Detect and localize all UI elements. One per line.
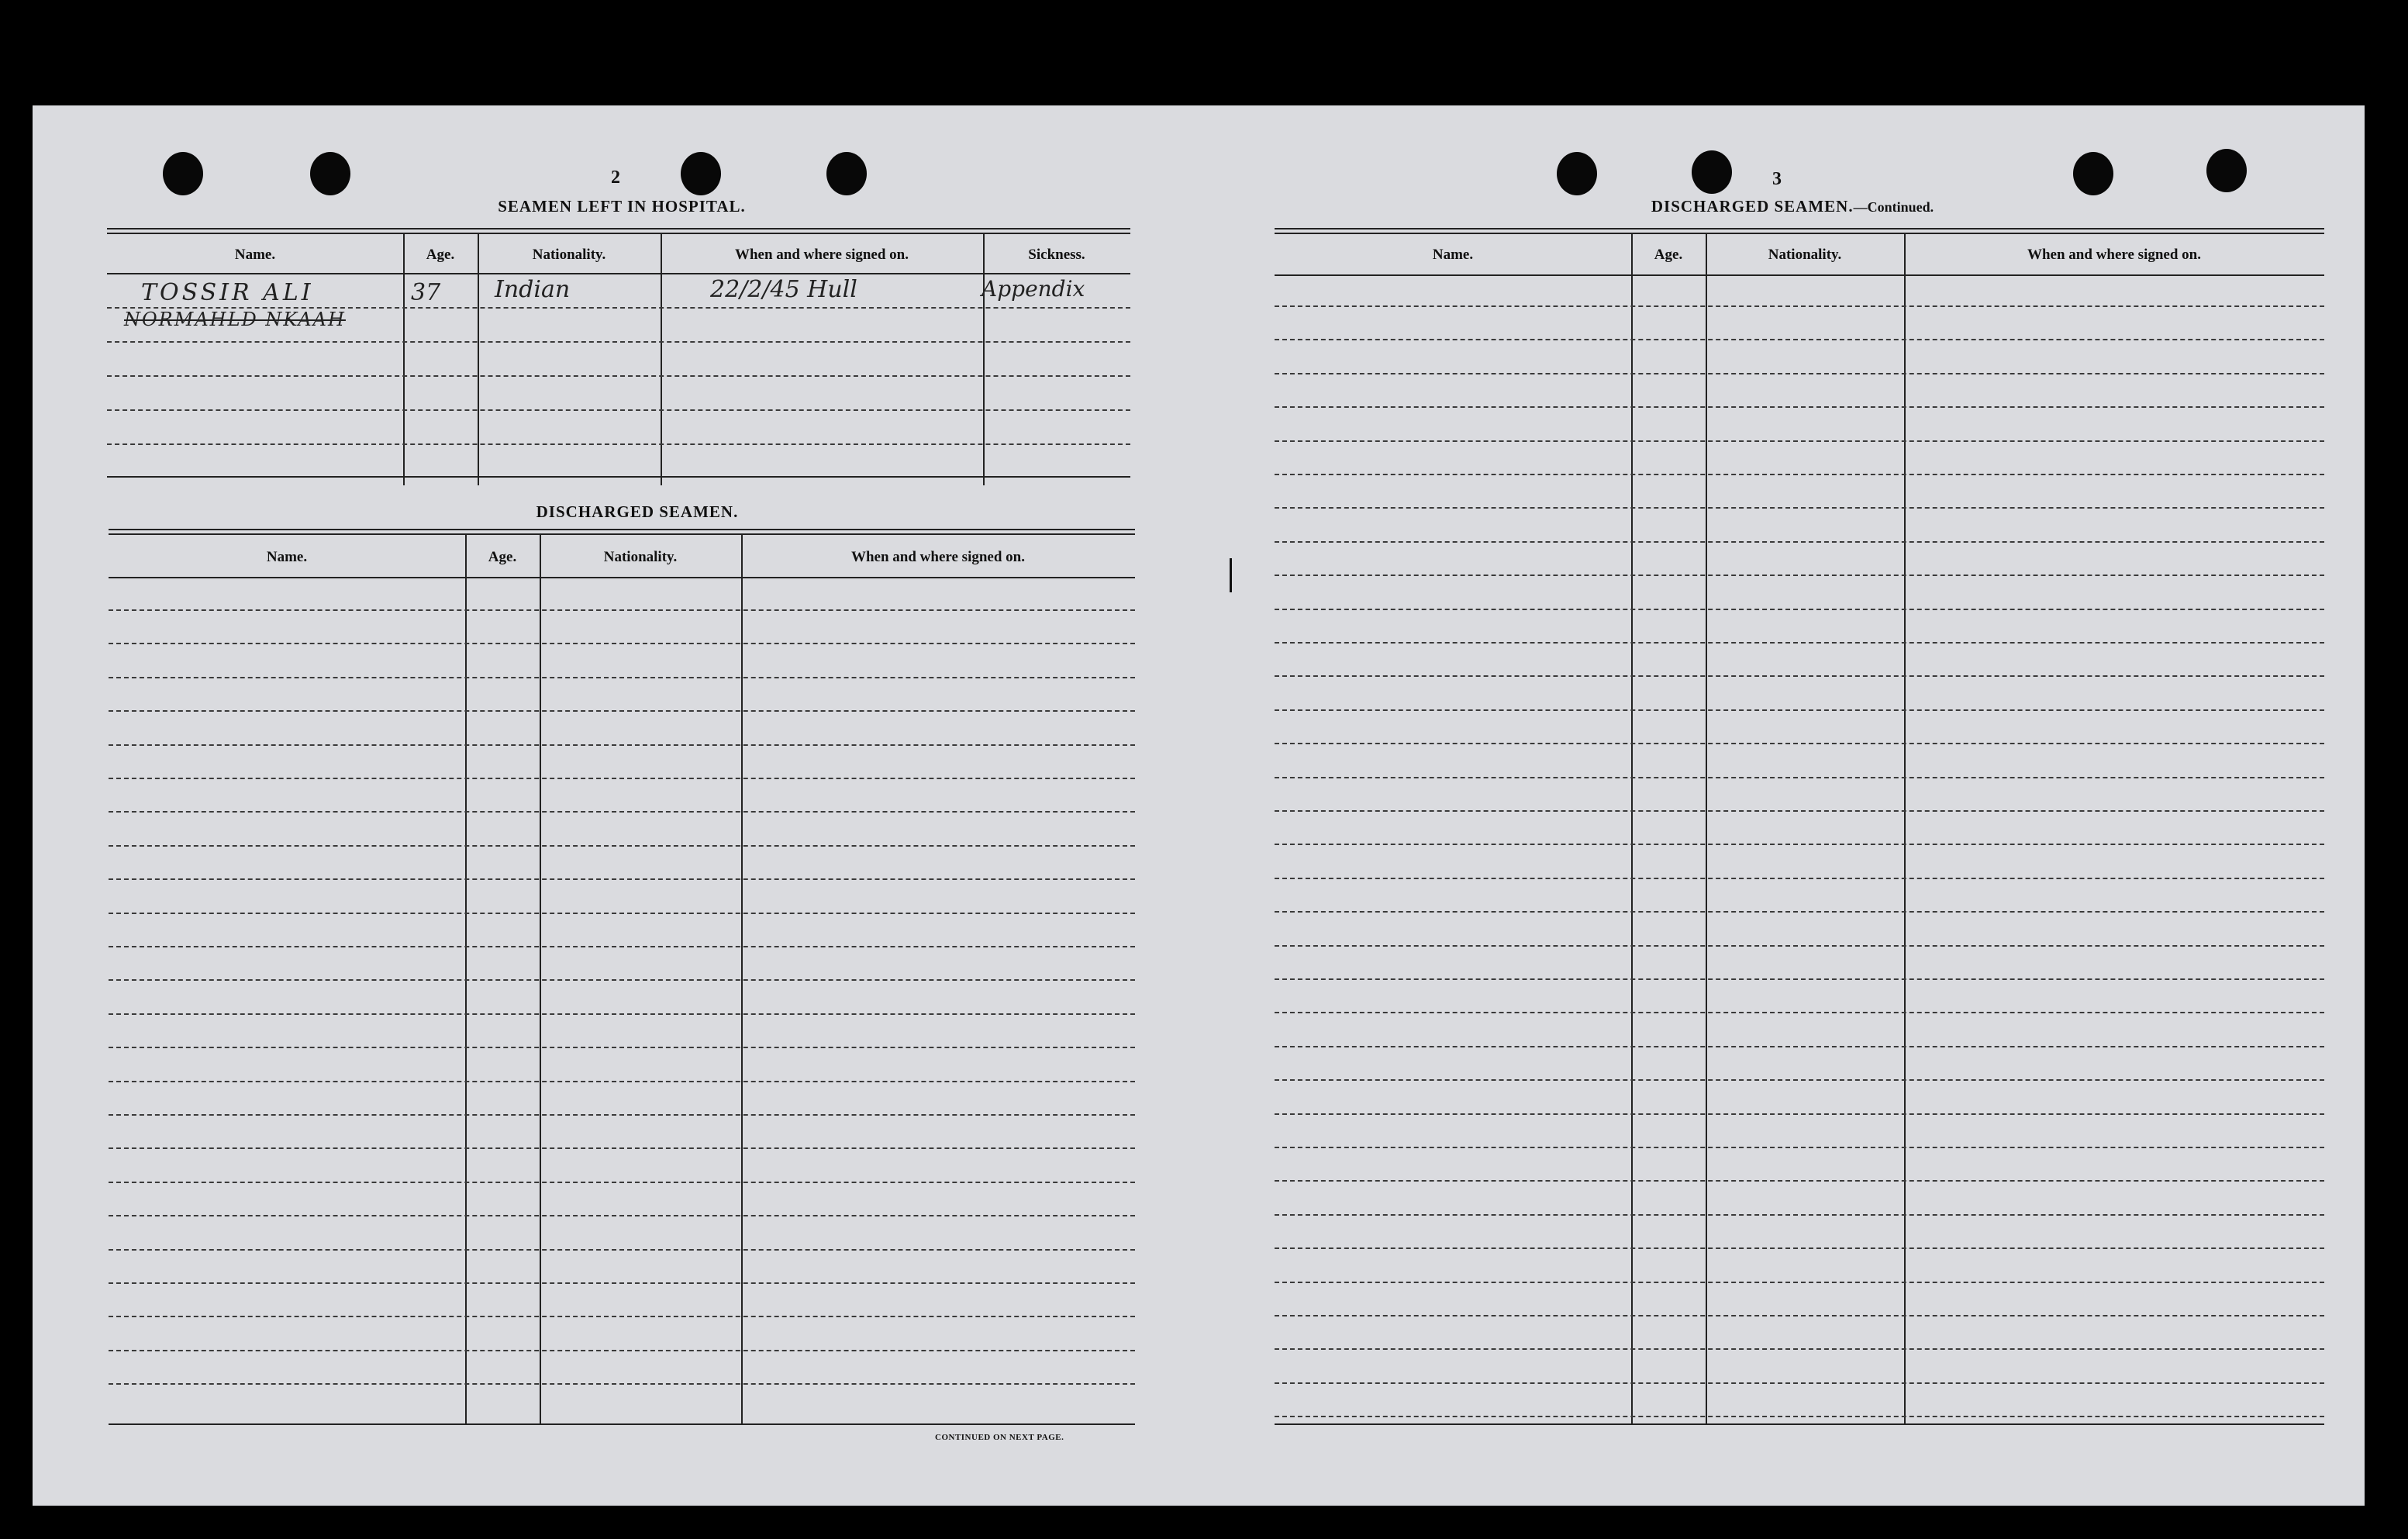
ruled-line xyxy=(109,609,1135,611)
punch-hole xyxy=(2206,149,2247,192)
ruled-line xyxy=(107,409,1130,411)
ruled-line xyxy=(1275,911,2324,913)
ruled-line xyxy=(1275,1046,2324,1047)
ruled-line xyxy=(109,979,1135,981)
ruled-line xyxy=(1275,675,2324,677)
ruled-line xyxy=(109,811,1135,813)
ruled-line xyxy=(1275,844,2324,845)
page-number-right: 3 xyxy=(1772,169,1782,189)
hospital-table xyxy=(107,228,1130,490)
ruled-line xyxy=(1275,1180,2324,1182)
ruled-line xyxy=(1275,945,2324,947)
column-header-age: Age. xyxy=(488,549,517,565)
ruled-line xyxy=(1275,978,2324,980)
ruled-line xyxy=(109,878,1135,880)
page-number-left: 2 xyxy=(611,167,620,188)
handwritten-age: 37 xyxy=(411,279,441,306)
ruled-line xyxy=(107,341,1130,343)
ruled-line xyxy=(109,1047,1135,1048)
ruled-line xyxy=(1275,1214,2324,1216)
column-header-nationality: Nationality. xyxy=(603,549,678,565)
ruled-line xyxy=(109,913,1135,914)
column-header-signed-on: When and where signed on. xyxy=(734,247,909,263)
ruled-lines xyxy=(1275,228,2324,1428)
ruled-line xyxy=(1275,1012,2324,1013)
ruled-line xyxy=(1275,541,2324,543)
ruled-line xyxy=(1275,709,2324,711)
punch-hole xyxy=(826,152,867,195)
struck-name: NORMAHLD NKAAH xyxy=(124,309,346,330)
ruled-line xyxy=(1275,609,2324,610)
ruled-line xyxy=(109,710,1135,712)
ruled-line xyxy=(1275,878,2324,879)
punch-hole xyxy=(1692,150,1732,194)
continued-suffix: —Continued. xyxy=(1853,199,1934,215)
discharged-title-left: DISCHARGED SEAMEN. xyxy=(536,502,739,521)
ruled-lines xyxy=(109,529,1135,1428)
column-header-nationality: Nationality. xyxy=(532,247,606,263)
ruled-line xyxy=(1275,1315,2324,1316)
punch-hole xyxy=(1557,152,1597,195)
ruled-line xyxy=(1275,305,2324,307)
column-divider xyxy=(661,233,662,485)
handwritten-sickness: Appendix xyxy=(981,276,1085,302)
ruled-line xyxy=(109,1316,1135,1317)
ruled-line xyxy=(1275,1282,2324,1283)
ruled-line xyxy=(109,1013,1135,1015)
ruled-line xyxy=(1275,1113,2324,1115)
header-rule xyxy=(107,273,1130,274)
handwritten-nationality: Indian xyxy=(495,276,571,303)
column-divider xyxy=(983,233,985,485)
column-header-age: Age. xyxy=(1654,247,1683,263)
handwritten-name: TOSSIR ALI xyxy=(141,279,314,306)
ruled-line xyxy=(1275,777,2324,778)
ruled-line xyxy=(107,375,1130,377)
ruled-line xyxy=(1275,406,2324,408)
ruled-line xyxy=(1275,642,2324,644)
ruled-line xyxy=(1275,339,2324,340)
ruled-line xyxy=(109,1081,1135,1082)
ruled-line xyxy=(1275,440,2324,442)
ruled-line xyxy=(109,845,1135,847)
ruled-line xyxy=(109,643,1135,644)
ruled-line xyxy=(1275,1079,2324,1081)
table-bottom-rule xyxy=(109,1423,1135,1425)
ruled-line xyxy=(1275,1247,2324,1249)
discharged-title-text: DISCHARGED SEAMEN. xyxy=(1651,197,1854,216)
ruled-line xyxy=(109,677,1135,678)
document-sheet xyxy=(33,105,2365,1506)
punch-hole xyxy=(2073,152,2113,195)
discharged-table-left xyxy=(109,529,1135,1428)
ruled-line xyxy=(109,744,1135,746)
column-header-signed-on: When and where signed on. xyxy=(850,549,1025,565)
ruled-line xyxy=(1275,810,2324,812)
ruled-line xyxy=(1275,1348,2324,1350)
ruled-line xyxy=(1275,474,2324,475)
table-bottom-rule xyxy=(107,476,1130,478)
ruled-line xyxy=(1275,1416,2324,1417)
gutter-mark xyxy=(1230,558,1232,592)
ruled-line xyxy=(109,1282,1135,1284)
discharged-title-right xyxy=(1575,197,2010,216)
column-header-name: Name. xyxy=(234,247,276,263)
ruled-line xyxy=(1275,575,2324,576)
continued-footer: CONTINUED ON NEXT PAGE. xyxy=(935,1433,1064,1442)
punch-hole xyxy=(163,152,203,195)
ruled-line xyxy=(109,1249,1135,1251)
punch-hole xyxy=(310,152,350,195)
column-header-age: Age. xyxy=(426,247,455,263)
ruled-line xyxy=(109,1350,1135,1351)
table-bottom-rule xyxy=(1275,1423,2324,1425)
ruled-line xyxy=(1275,373,2324,374)
ruled-line xyxy=(109,778,1135,779)
ruled-line xyxy=(109,946,1135,947)
hospital-title: SEAMEN LEFT IN HOSPITAL. xyxy=(498,197,746,216)
ruled-line xyxy=(109,1114,1135,1116)
column-header-nationality: Nationality. xyxy=(1768,247,1842,263)
ruled-line xyxy=(1275,743,2324,744)
column-header-name: Name. xyxy=(266,549,308,565)
column-divider xyxy=(478,233,479,485)
ruled-line xyxy=(109,1147,1135,1149)
discharged-table-right xyxy=(1275,228,2324,1428)
ruled-line xyxy=(109,1215,1135,1216)
ruled-line xyxy=(1275,507,2324,509)
ruled-line xyxy=(1275,1382,2324,1384)
ruled-line xyxy=(109,1182,1135,1183)
punch-hole xyxy=(681,152,721,195)
column-header-signed-on: When and where signed on. xyxy=(2027,247,2201,263)
ruled-line xyxy=(107,443,1130,445)
ruled-line xyxy=(109,1383,1135,1385)
handwritten-signed-on: 22/2/45 Hull xyxy=(710,276,857,303)
table-top-rule xyxy=(107,228,1130,234)
column-header-name: Name. xyxy=(1432,247,1474,263)
column-divider xyxy=(403,233,405,485)
column-header-sickness: Sickness. xyxy=(1028,247,1085,263)
ruled-line xyxy=(1275,1147,2324,1148)
